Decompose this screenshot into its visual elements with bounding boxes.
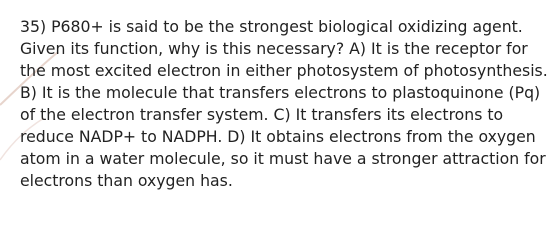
question-text: 35) P680+ is said to be the strongest biological oxidizing agent. Given its function, why is this necessary? A) It is the receptor for the most excited electron in either photosystem of photosynthesis. B) It is the molecule that transfers electrons to plastoquinone (Pq) of the electron transfer system. C) It transfers its electrons to reduce NADP+ to NADPH. D) It obtains electrons from the oxygen atom in a water molecule, so it must have a stronger attraction for electrons than oxygen has. (20, 17, 548, 190)
